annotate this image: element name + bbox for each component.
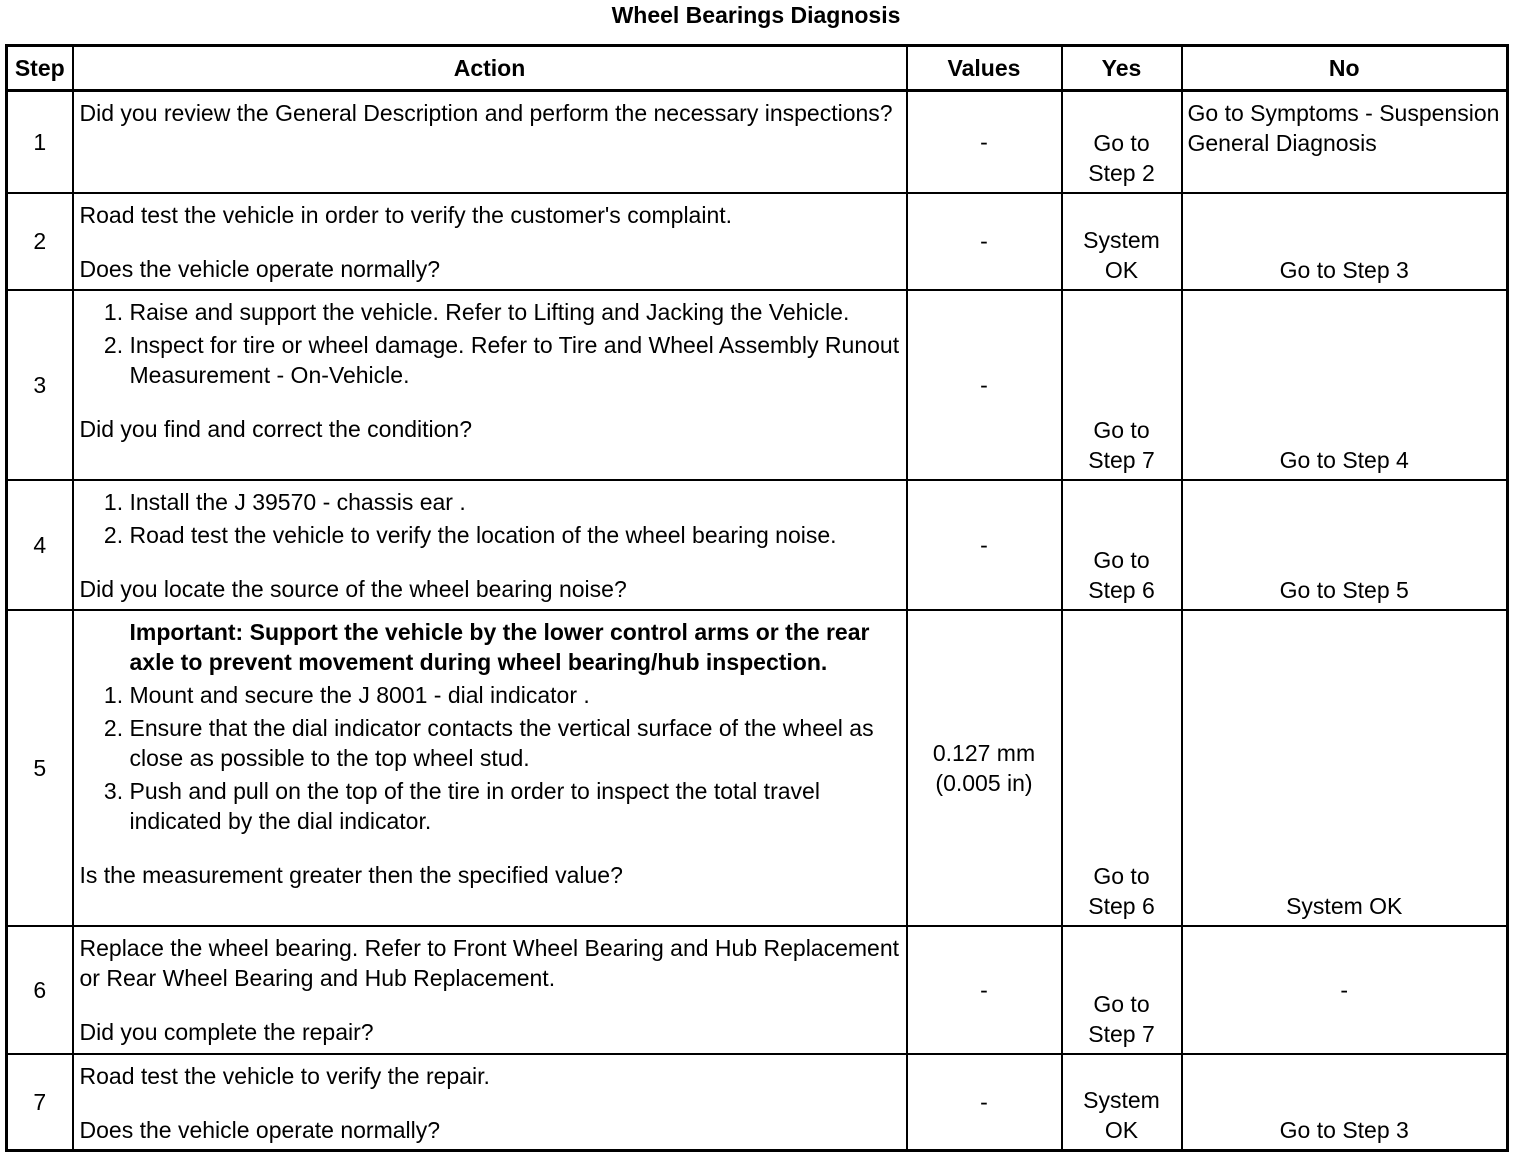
yes-line: Go to (1093, 990, 1150, 1017)
step-number: 3 (7, 290, 73, 480)
no-cell: Go to Step 3 (1182, 1054, 1508, 1151)
value-cell: - (907, 290, 1062, 480)
action-text: Replace the wheel bearing. Refer to Front Wheel Bearing and Hub Replacement or Rear Wheel Bearing and Hub Replacement. (79, 934, 900, 991)
yes-line: Step 7 (1088, 1020, 1155, 1047)
value-cell: - (907, 193, 1062, 290)
action-steps-list (80, 297, 900, 390)
action-cell (73, 1054, 907, 1151)
action-cell (73, 91, 907, 193)
no-cell: Go to Step 3 (1182, 193, 1508, 290)
action-step-item: 2. Inspect for tire or wheel damage. Refer to Tire and Wheel Assembly Runout Measurement - On-Vehicle. (130, 330, 900, 390)
table-row (7, 610, 1508, 926)
value-cell: - (907, 480, 1062, 610)
yes-line: OK (1104, 1117, 1139, 1143)
yes-line: System (1083, 226, 1160, 253)
yes-line: Step 6 (1088, 892, 1155, 919)
action-question: Does the vehicle operate normally? (79, 255, 441, 282)
diagnosis-table (5, 44, 1509, 1152)
no-cell: - (1182, 926, 1508, 1054)
action-text: Did you review the General Description and perform the necessary inspections? (79, 100, 893, 126)
table-row (7, 91, 1508, 193)
action-text: Road test the vehicle in order to verify the customer's complaint. (79, 201, 733, 228)
yes-cell (1062, 926, 1182, 1054)
yes-cell (1062, 91, 1182, 193)
yes-cell (1062, 480, 1182, 610)
action-step-item: 2. Road test the vehicle to verify the location of the wheel bearing noise. (130, 520, 900, 550)
table-row (7, 193, 1508, 290)
yes-cell (1062, 193, 1182, 290)
yes-line: Step 7 (1088, 446, 1155, 473)
action-question: Is the measurement greater then the specified value? (79, 861, 623, 888)
action-cell (73, 193, 907, 290)
action-cell (73, 290, 907, 480)
table-row (7, 480, 1508, 610)
action-question: Did you complete the repair? (79, 1018, 374, 1045)
action-steps-list (80, 487, 900, 550)
value-line: (0.005 in) (935, 769, 1033, 796)
no-cell: System OK (1182, 610, 1508, 926)
yes-line: Go to (1093, 546, 1150, 573)
important-note: Important: Support the vehicle by the lower control arms or the rear axle to prevent movement during wheel bearing/hub inspection. (129, 618, 870, 675)
table-row (7, 290, 1508, 480)
value-cell (907, 610, 1062, 926)
yes-line: System (1083, 1087, 1160, 1113)
yes-line: Step 2 (1088, 159, 1155, 186)
column-header-values: Values (907, 46, 1062, 91)
yes-cell (1062, 610, 1182, 926)
table-header-row (7, 46, 1508, 91)
step-number: 2 (7, 193, 73, 290)
no-cell: Go to Step 5 (1182, 480, 1508, 610)
action-cell (73, 926, 907, 1054)
yes-line: Go to (1093, 416, 1150, 443)
step-number: 7 (7, 1054, 73, 1151)
action-text: Road test the vehicle to verify the repair. (79, 1062, 490, 1089)
column-header-no: No (1182, 46, 1508, 91)
value-line: 0.127 mm (932, 739, 1036, 766)
action-step-item: 1. Install the J 39570 - chassis ear . (130, 487, 900, 517)
column-header-action: Action (73, 46, 907, 91)
yes-cell (1062, 1054, 1182, 1151)
yes-line: Go to (1093, 129, 1150, 156)
value-cell: - (907, 1054, 1062, 1151)
action-steps-list (80, 680, 900, 836)
no-cell: Go to Symptoms - Suspension General Diagnosis (1182, 91, 1508, 193)
action-step-item: 1. Raise and support the vehicle. Refer to Lifting and Jacking the Vehicle. (130, 297, 900, 327)
step-number: 6 (7, 926, 73, 1054)
action-cell (73, 480, 907, 610)
value-cell: - (907, 91, 1062, 193)
action-cell (73, 610, 907, 926)
table-row (7, 1054, 1508, 1151)
step-number: 5 (7, 610, 73, 926)
action-question: Did you find and correct the condition? (79, 415, 473, 442)
step-number: 1 (7, 91, 73, 193)
yes-line: Go to (1093, 862, 1150, 889)
table-row (7, 926, 1508, 1054)
yes-line: Step 6 (1088, 576, 1155, 603)
column-header-step: Step (7, 46, 73, 91)
column-header-yes: Yes (1062, 46, 1182, 91)
action-step-item: 3. Push and pull on the top of the tire in order to inspect the total travel indicated by the dial indicator. (130, 776, 900, 836)
step-number: 4 (7, 480, 73, 610)
action-step-item: 2. Ensure that the dial indicator contacts the vertical surface of the wheel as close as possible to the top wheel stud. (130, 713, 900, 773)
action-step-item: 1. Mount and secure the J 8001 - dial indicator . (130, 680, 900, 710)
yes-line: OK (1104, 256, 1139, 283)
document-title: Wheel Bearings Diagnosis (611, 2, 901, 28)
value-cell: - (907, 926, 1062, 1054)
yes-cell (1062, 290, 1182, 480)
no-cell: Go to Step 4 (1182, 290, 1508, 480)
action-question: Does the vehicle operate normally? (79, 1116, 441, 1143)
action-question: Did you locate the source of the wheel bearing noise? (79, 575, 627, 602)
